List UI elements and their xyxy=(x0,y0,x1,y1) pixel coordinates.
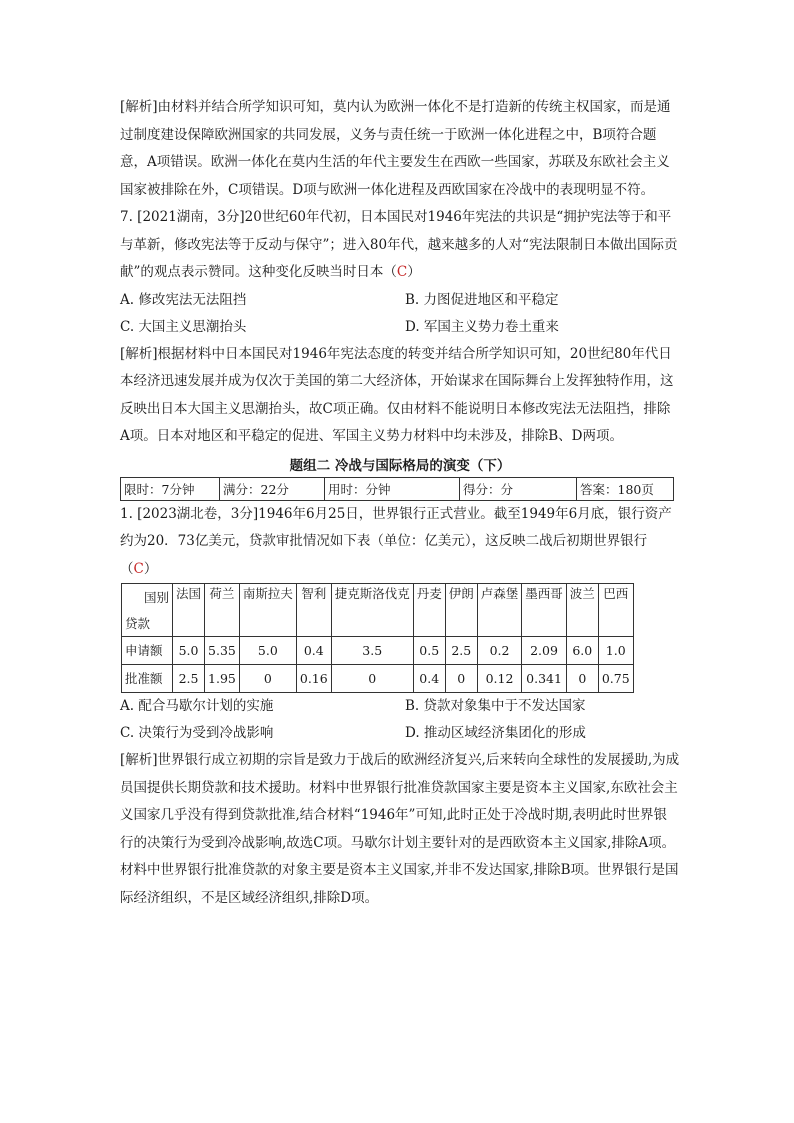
question-1-options xyxy=(120,693,680,747)
country-cell: 荷兰 xyxy=(205,584,240,637)
question-number: 1. xyxy=(120,505,138,522)
corner-loan-label: 贷款 xyxy=(125,616,151,631)
answer-letter: C xyxy=(396,264,408,280)
option-d: D. 推动区域经济集团化的形成 xyxy=(405,725,586,741)
table-cell: 0.5 xyxy=(413,637,445,665)
loan-table xyxy=(121,583,634,693)
corner-cell xyxy=(122,584,173,637)
document-page xyxy=(120,94,680,912)
option-b: B. 力图促进地区和平稳定 xyxy=(405,291,559,308)
country-cell: 智利 xyxy=(296,584,331,637)
table-cell: 3.5 xyxy=(331,637,413,665)
table-row xyxy=(122,637,634,665)
country-cell: 卢森堡 xyxy=(477,584,522,637)
table-cell: 0.4 xyxy=(296,637,331,665)
question-text: 20世纪60年代初，日本国民对1946年宪法的共识是“拥护宪法等于和平与革新，修改宪法等于反动与保守”；进入80年代，越来越多的人对“宪法限制日本做出国际贡献”的观点表示赞同。这种变化反映当时日本 xyxy=(120,209,678,280)
country-cell: 墨西哥 xyxy=(522,584,567,637)
question-7-stem xyxy=(120,204,680,287)
time-limit: 限时：7分钟 xyxy=(121,477,220,500)
table-cell: 2.5 xyxy=(445,637,477,665)
score-earned: 得分：分 xyxy=(460,477,577,500)
analysis-paragraph-3 xyxy=(120,747,680,912)
question-source: [2023湖北卷，3分] xyxy=(137,505,259,522)
question-text: 1946年6月25日，世界银行正式营业。截至1949年6月底，银行资产约为20．73亿美元，贷款审批情况如下表（单位：亿美元），这反映二战后初期世界银行 xyxy=(120,505,672,549)
analysis-label: [解析] xyxy=(120,345,158,362)
table-cell: 5.35 xyxy=(205,637,240,665)
table-cell: 2.5 xyxy=(173,665,205,693)
table-cell: 6.0 xyxy=(566,637,598,665)
table-cell: 0.341 xyxy=(522,665,567,693)
table-cell: 0 xyxy=(445,665,477,693)
answer-bracket-close: ） xyxy=(407,264,421,280)
table-cell: 0.2 xyxy=(477,637,522,665)
answer-bracket-open: （ xyxy=(383,264,397,280)
country-cell: 巴西 xyxy=(598,584,633,637)
loan-table-header xyxy=(122,584,634,637)
row-label: 申请额 xyxy=(122,637,173,665)
table-cell: 1.0 xyxy=(598,637,633,665)
table-cell: 0 xyxy=(239,665,296,693)
question-1-stem xyxy=(120,501,680,584)
analysis-label: [解析] xyxy=(120,99,158,115)
option-a: A. 配合马歇尔计划的实施 xyxy=(120,698,274,714)
country-cell: 丹麦 xyxy=(413,584,445,637)
table-cell: 0 xyxy=(566,665,598,693)
analysis-text: 根据材料中日本国民对1946年宪法态度的转变并结合所学知识可知，20世纪80年代日本经济迅速发展并成为仅次于美国的第二大经济体，开始谋求在国际舞台上发挥独特作用，这反映出日本大国主义思潮抬头，故C项正确。仅由材料不能说明日本修改宪法无法阻挡，排除A项。日本对地区和平稳定的促进、军国主义势力材料中均未涉及，排除B、D两项。 xyxy=(120,345,674,444)
table-cell: 0.12 xyxy=(477,665,522,693)
answer-bracket-open: （ xyxy=(120,560,134,577)
option-b: B. 贷款对象集中于不发达国家 xyxy=(405,698,586,714)
table-cell: 0.75 xyxy=(598,665,633,693)
answer-page: 答案：180页 xyxy=(577,477,674,500)
answer-letter: C xyxy=(133,560,144,577)
time-used: 用时：分钟 xyxy=(325,477,460,500)
corner-country-label: 国别 xyxy=(143,590,169,605)
country-cell: 南斯拉夫 xyxy=(239,584,296,637)
table-cell: 0.4 xyxy=(413,665,445,693)
option-a: A. 修改宪法无法阻挡 xyxy=(120,291,247,308)
table-cell: 5.0 xyxy=(173,637,205,665)
section-title: 题组二 冷战与国际格局的演变（下） xyxy=(289,457,511,474)
analysis-label: [解析] xyxy=(120,752,158,768)
answer-bracket-close: ） xyxy=(143,560,158,577)
country-cell: 波兰 xyxy=(566,584,598,637)
table-cell: 0.16 xyxy=(296,665,331,693)
country-cell: 法国 xyxy=(173,584,205,637)
info-table xyxy=(120,477,674,501)
analysis-paragraph-2 xyxy=(120,341,680,451)
option-d: D. 军国主义势力卷土重来 xyxy=(405,318,559,335)
question-number: 7. xyxy=(120,209,138,225)
table-cell: 0 xyxy=(331,665,413,693)
question-7-options xyxy=(120,287,680,341)
question-source: [2021湖南，3分] xyxy=(137,209,245,225)
row-label: 批准额 xyxy=(122,665,173,693)
full-score: 满分：22分 xyxy=(220,477,325,500)
table-cell: 1.95 xyxy=(205,665,240,693)
option-c: C. 大国主义思潮抬头 xyxy=(120,318,247,335)
table-row xyxy=(122,665,634,693)
analysis-text: 世界银行成立初期的宗旨是致力于战后的欧洲经济复兴,后来转向全球性的发展援助,为成员国提供长期贷款和技术援助。材料中世界银行批准贷款国家主要是资本主义国家,东欧社会主义国家几乎没有得到贷款批准,结合材料“1946年”可知,此时正处于冷战时期,表明此时世界银行的决策行为受到冷战影响,故选C项。马歇尔计划主要针对的是西欧资本主义国家,排除A项。材料中世界银行批准贷款的对象主要是资本主义国家,并非不发达国家,排除B项。世界银行是国际经济组织，不是区域经济组织,排除D项。 xyxy=(120,752,680,906)
table-cell: 2.09 xyxy=(522,637,567,665)
table-cell: 5.0 xyxy=(239,637,296,665)
country-cell: 伊朗 xyxy=(445,584,477,637)
country-cell: 捷克斯洛伐克 xyxy=(331,584,413,637)
analysis-text: 由材料并结合所学知识可知，莫内认为欧洲一体化不是打造新的传统主权国家，而是通过制度建设保障欧洲国家的共同发展，义务与责任统一于欧洲一体化进程之中，B项符合题意，A项错误。欧洲一体化在莫内生活的年代主要发生在西欧一些国家，苏联及东欧社会主义国家被排除在外，C项错误。D项与欧洲一体化进程及西欧国家在冷战中的表现明显不符。 xyxy=(120,99,671,198)
option-c: C. 决策行为受到冷战影响 xyxy=(120,725,274,741)
analysis-paragraph-1 xyxy=(120,94,680,204)
